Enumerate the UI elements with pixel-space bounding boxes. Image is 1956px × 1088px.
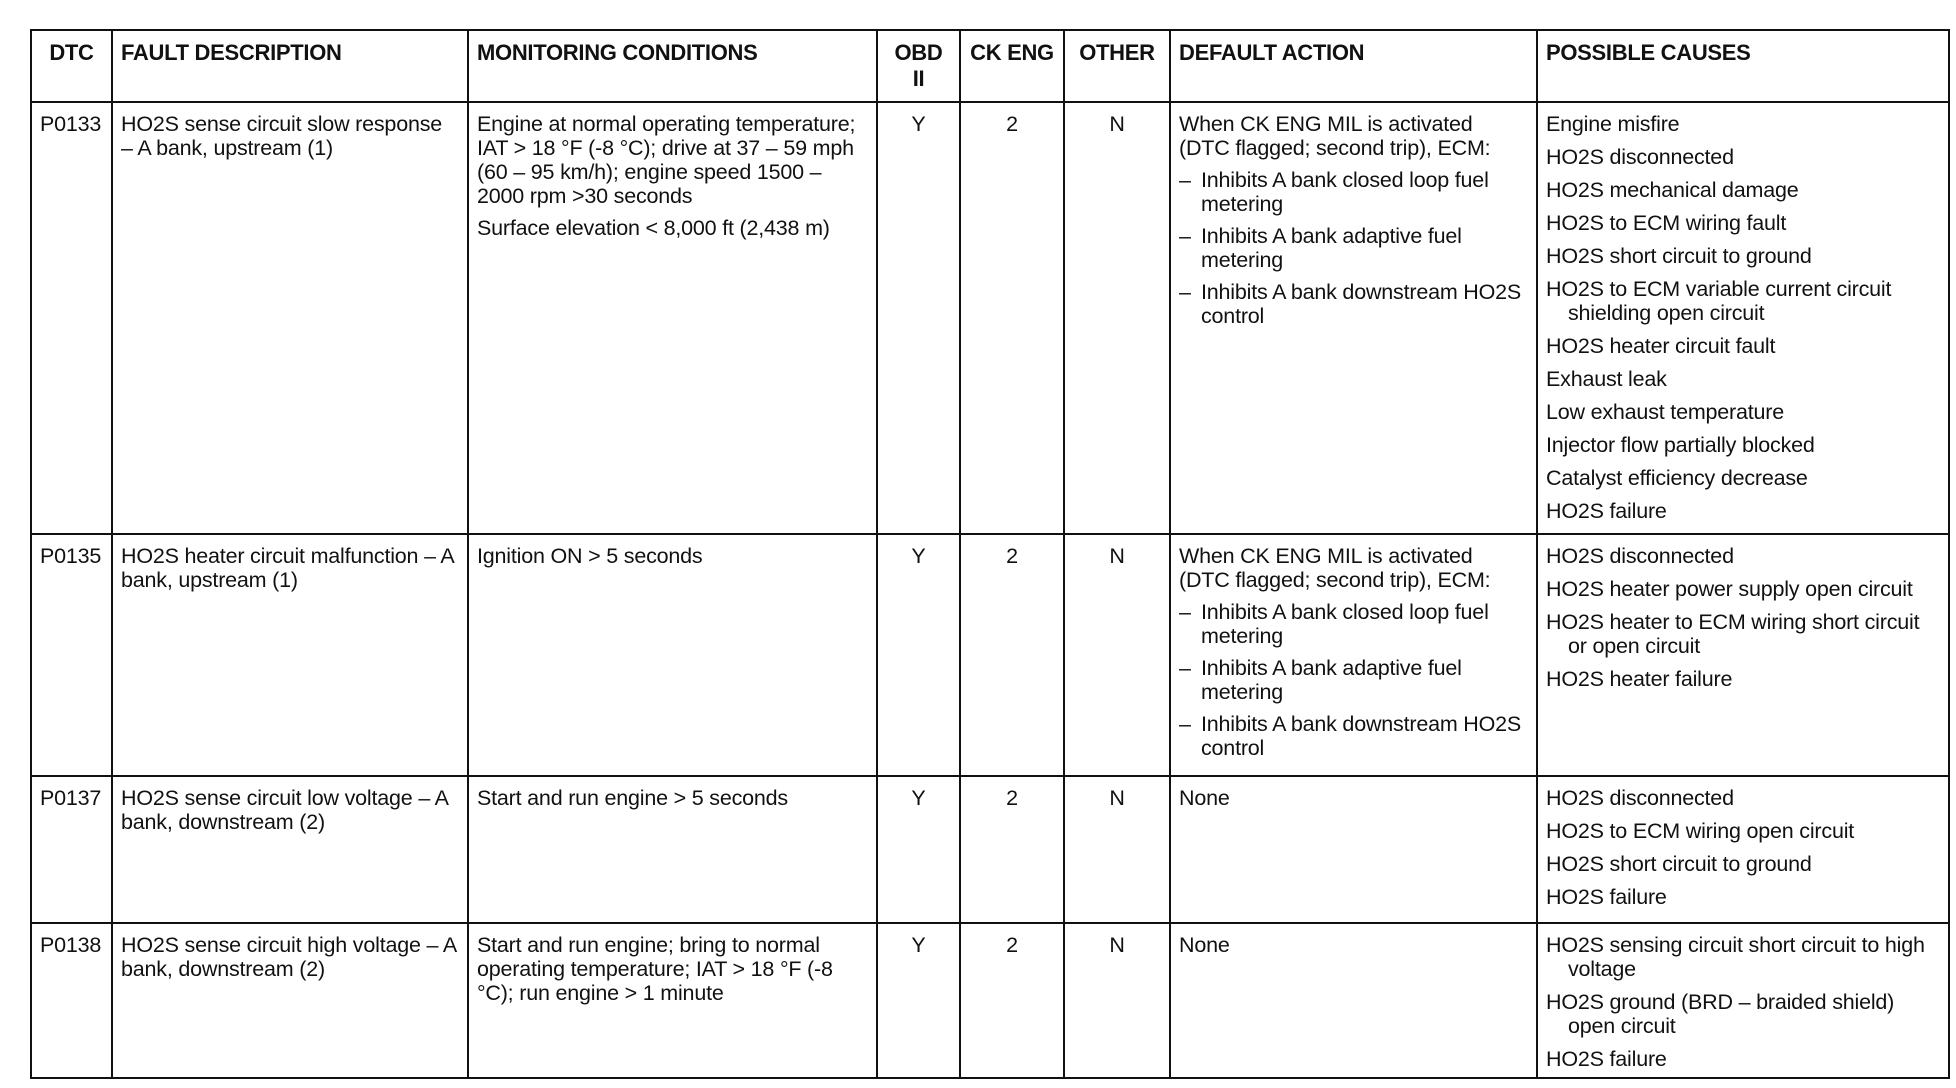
obd-ii-value: Y	[877, 923, 960, 1078]
header-fault-description: FAULT DESCRIPTION	[112, 30, 468, 102]
default-action-bullet	[1179, 712, 1528, 760]
default-action-intro: None	[1179, 786, 1230, 810]
possible-cause-item: HO2S short circuit to ground	[1546, 852, 1812, 876]
possible-cause-item: Injector flow partially blocked	[1546, 433, 1815, 457]
header-other: OTHER	[1064, 30, 1170, 102]
possible-cause-item: Catalyst efficiency decrease	[1546, 466, 1808, 490]
monitoring-condition-text: Surface elevation < 8,000 ft (2,438 m)	[477, 216, 830, 240]
possible-cause-item: HO2S failure	[1546, 499, 1667, 523]
header-dtc: DTC	[31, 30, 112, 102]
dash-bullet-icon: –	[1179, 712, 1191, 736]
default-action-cell	[1170, 923, 1537, 1078]
possible-cause-item: HO2S to ECM variable current circuit shielding open circuit	[1546, 277, 1892, 325]
default-action-bullet	[1179, 600, 1528, 648]
default-action-intro: When CK ENG MIL is activated (DTC flagged; second trip), ECM:	[1179, 544, 1491, 592]
other-value: N	[1064, 923, 1170, 1078]
possible-cause-item: HO2S to ECM wiring fault	[1546, 211, 1787, 235]
possible-cause-item: HO2S heater to ECM wiring short circuit or open circuit	[1546, 610, 1920, 658]
possible-cause-item: HO2S heater failure	[1546, 667, 1733, 691]
table-row	[31, 102, 1949, 534]
possible-cause-item: HO2S heater circuit fault	[1546, 334, 1776, 358]
fault-description-cell: HO2S sense circuit slow response – A bank, upstream (1)	[112, 102, 468, 534]
obd-ii-value: Y	[877, 776, 960, 923]
default-action-cell	[1170, 102, 1537, 534]
dtc-code-cell: P0133	[31, 102, 112, 534]
header-default-action: DEFAULT ACTION	[1170, 30, 1537, 102]
header-row	[31, 30, 1949, 102]
dtc-table	[30, 29, 1950, 1079]
other-value: N	[1064, 776, 1170, 923]
monitoring-conditions-cell	[468, 102, 877, 534]
dtc-code-cell: P0135	[31, 534, 112, 776]
possible-cause-item: HO2S mechanical damage	[1546, 178, 1799, 202]
dash-bullet-icon: –	[1179, 280, 1191, 304]
possible-cause-item: HO2S short circuit to ground	[1546, 244, 1812, 268]
header-possible-causes: POSSIBLE CAUSES	[1537, 30, 1949, 102]
possible-cause-item: HO2S failure	[1546, 1047, 1667, 1071]
possible-cause-item: HO2S ground (BRD – braided shield) open circuit	[1546, 990, 1895, 1038]
possible-causes-cell	[1537, 534, 1949, 776]
monitoring-condition-text: Start and run engine > 5 seconds	[477, 786, 788, 810]
table-row	[31, 776, 1949, 923]
default-action-bullet-text: Inhibits A bank downstream HO2S control	[1201, 712, 1522, 760]
default-action-bullet	[1179, 656, 1528, 704]
monitoring-condition-text: Engine at normal operating temperature; IAT > 18 °F (-8 °C); drive at 37 – 59 mph (60 – 95 km/h); engine speed 1500 – 2000 rpm >30 seconds	[477, 112, 856, 208]
possible-cause-item: HO2S failure	[1546, 885, 1667, 909]
dash-bullet-icon: –	[1179, 168, 1191, 192]
monitoring-condition-text: Ignition ON > 5 seconds	[477, 544, 703, 568]
other-value: N	[1064, 534, 1170, 776]
table-row	[31, 923, 1949, 1078]
dtc-code-cell: P0138	[31, 923, 112, 1078]
possible-cause-item: Exhaust leak	[1546, 367, 1667, 391]
possible-cause-item: HO2S to ECM wiring open circuit	[1546, 819, 1855, 843]
default-action-bullet-text: Inhibits A bank adaptive fuel metering	[1201, 224, 1462, 272]
other-value: N	[1064, 102, 1170, 534]
dtc-code-cell: P0137	[31, 776, 112, 923]
fault-description-cell: HO2S sense circuit low voltage – A bank, downstream (2)	[112, 776, 468, 923]
possible-cause-item: HO2S sensing circuit short circuit to high voltage	[1546, 933, 1925, 981]
monitoring-conditions-cell	[468, 776, 877, 923]
default-action-bullet-text: Inhibits A bank closed loop fuel metering	[1201, 168, 1489, 216]
table-body	[31, 102, 1949, 1078]
default-action-bullet	[1179, 224, 1528, 272]
possible-cause-item: HO2S disconnected	[1546, 544, 1734, 568]
possible-cause-item: Low exhaust temperature	[1546, 400, 1785, 424]
default-action-bullet	[1179, 168, 1528, 216]
monitoring-conditions-cell	[468, 923, 877, 1078]
header-ck-eng: CK ENG	[960, 30, 1064, 102]
header-obd-ii: OBD II	[877, 30, 960, 102]
default-action-bullet-text: Inhibits A bank downstream HO2S control	[1201, 280, 1522, 328]
ck-eng-value: 2	[960, 534, 1064, 776]
default-action-bullet	[1179, 280, 1528, 328]
monitoring-condition-text: Start and run engine; bring to normal operating temperature; IAT > 18 °F (-8 °C); run engine > 1 minute	[477, 933, 833, 1005]
monitoring-conditions-cell	[468, 534, 877, 776]
possible-causes-cell	[1537, 776, 1949, 923]
possible-cause-item: HO2S heater power supply open circuit	[1546, 577, 1913, 601]
fault-description-cell: HO2S heater circuit malfunction – A bank, upstream (1)	[112, 534, 468, 776]
obd-ii-value: Y	[877, 102, 960, 534]
default-action-intro: When CK ENG MIL is activated (DTC flagged; second trip), ECM:	[1179, 112, 1491, 160]
dash-bullet-icon: –	[1179, 656, 1191, 680]
possible-causes-cell	[1537, 102, 1949, 534]
dash-bullet-icon: –	[1179, 600, 1191, 624]
ck-eng-value: 2	[960, 923, 1064, 1078]
default-action-bullet-text: Inhibits A bank closed loop fuel metering	[1201, 600, 1489, 648]
default-action-bullet-text: Inhibits A bank adaptive fuel metering	[1201, 656, 1462, 704]
possible-cause-item: HO2S disconnected	[1546, 786, 1734, 810]
possible-causes-cell	[1537, 923, 1949, 1078]
possible-cause-item: Engine misfire	[1546, 112, 1680, 136]
dash-bullet-icon: –	[1179, 224, 1191, 248]
header-monitoring-conditions: MONITORING CONDITIONS	[468, 30, 877, 102]
ck-eng-value: 2	[960, 776, 1064, 923]
ck-eng-value: 2	[960, 102, 1064, 534]
default-action-cell	[1170, 776, 1537, 923]
obd-ii-value: Y	[877, 534, 960, 776]
fault-description-cell: HO2S sense circuit high voltage – A bank, downstream (2)	[112, 923, 468, 1078]
default-action-intro: None	[1179, 933, 1230, 957]
default-action-cell	[1170, 534, 1537, 776]
possible-cause-item: HO2S disconnected	[1546, 145, 1734, 169]
table-row	[31, 534, 1949, 776]
